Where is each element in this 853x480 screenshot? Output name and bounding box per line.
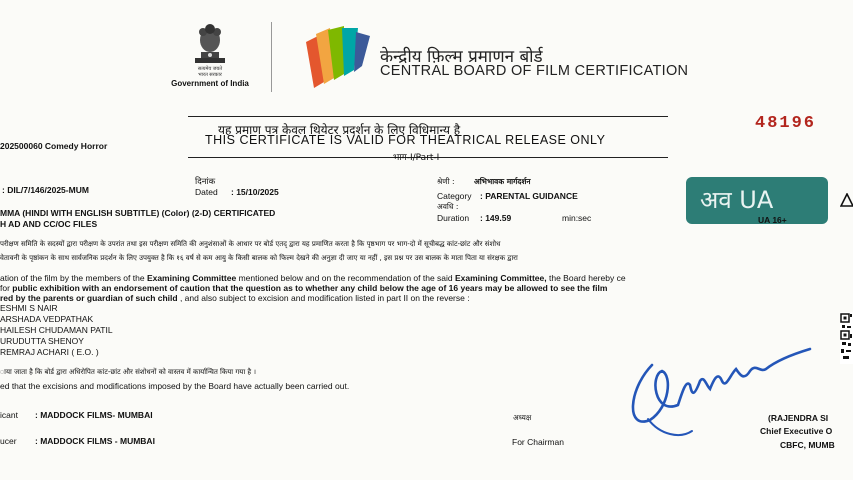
duration-hindi-label: अवधि : — [437, 202, 459, 211]
board-name-hindi: केन्द्रीय फ़िल्म प्रमाणन बोर्ड — [380, 47, 543, 67]
duration-unit: min:sec — [562, 213, 592, 223]
government-label: Government of India — [171, 79, 249, 88]
english-verification: ed that the excisions and modifications imposed by the Board have actually been carried out. — [0, 381, 350, 391]
duration-label: Duration — [437, 213, 470, 223]
committee-member: URUDUTTA SHENOY — [0, 336, 84, 346]
english-para-line-1: ation of the film by the members of the Examining Committee mentioned below and on the recommendation of the said Examining Committee, the Board hereby ce — [0, 273, 626, 283]
national-emblem — [165, 22, 255, 94]
committee-member: ESHMI S NAIR — [0, 303, 58, 313]
validity-hindi: यह प्रमाण पत्र केवल थियेटर प्रदर्शन के लिए विधिमान्य है — [218, 123, 461, 137]
date-label: Dated — [195, 187, 218, 197]
producer-label: ucer — [0, 436, 17, 446]
emblem-caption: भारत सरकार — [198, 72, 222, 78]
officer-office: CBFC, MUMB — [780, 440, 835, 450]
category-label: Category — [437, 191, 472, 201]
for-chairman: For Chairman — [512, 437, 564, 447]
category-hindi-value: अभिभावक मार्गदर्शन — [474, 177, 531, 186]
emblem-motto: सत्यमेव जयते — [197, 66, 223, 72]
file-line: 202500060 Comedy Horror — [0, 141, 108, 151]
committee-member: HAILESH CHUDAMAN PATIL — [0, 325, 113, 335]
warning-triangle-icon — [840, 193, 853, 207]
film-format-line: H AD AND CC/OC FILES — [0, 219, 98, 229]
committee-member: ARSHADA VEDPATHAK — [0, 314, 94, 324]
chairman-hindi: अध्यक्ष — [513, 413, 532, 422]
officer-name: (RAJENDRA SI — [768, 413, 829, 423]
qr-code — [840, 312, 853, 364]
english-para-line-2: for public exhibition with an endorsement of caution that the question as to whether any child below the age of 16 years may be allowed to see the film — [0, 283, 608, 293]
part-label: भाग-I/Part-I — [393, 153, 440, 163]
certificate-number: 48196 — [755, 114, 817, 133]
category-hindi-label: श्रेणी : — [437, 177, 455, 186]
rating-sub: UA 16+ — [758, 215, 787, 225]
date-value: : 15/10/2025 — [231, 187, 279, 197]
date-hindi-label: दिनांक — [195, 177, 216, 187]
ashoka-emblem-icon — [193, 22, 227, 64]
hindi-certification-para-1: परीक्षण समिति के सदस्यों द्वारा परीक्षण के उपरांत तथा इस परीक्षण समिति की अनुशंसाओं के आधार पर बोर्ड एतद् द्वारा यह प्रमाणित करता है कि पृष्ठभाग पर भाग-दो में सूचीबद्ध कांट-छांट और संशोध — [0, 240, 501, 248]
applicant-label: icant — [0, 410, 18, 420]
duration-value: : 149.59 — [480, 213, 512, 223]
english-para-line-3: red by the parents or guardian of such child , and also subject to excision and modification listed in part II on the reverse : — [0, 293, 470, 303]
hindi-verification: ाया जाता है कि बोर्ड द्वारा अधिरोपित कांट-छांट और संशोधनों को वास्तव में कार्यान्वित किया गया है । — [0, 368, 256, 376]
cbfc-logo-icon — [300, 22, 372, 92]
category-value: : PARENTAL GUIDANCE — [480, 191, 578, 201]
producer-value: : MADDOCK FILMS - MUMBAI — [35, 436, 155, 446]
film-title-line: MMA (HINDI WITH ENGLISH SUBTITLE) (Color) (2-D) CERTIFICATED — [0, 208, 276, 218]
order-number: : DIL/7/146/2025-MUM — [2, 185, 89, 195]
board-name-english: CENTRAL BOARD OF FILM CERTIFICATION — [380, 63, 689, 79]
rating-badge-text: अव UA — [700, 186, 774, 214]
header-divider — [271, 22, 272, 92]
hindi-certification-para-2: वेतावनी के पृष्ठांकन के साथ सार्वजनिक प्रदर्शन के लिए उपयुक्त है कि १६ वर्ष से कम आयु के किसी बालक को फिल्म देखने की अनुज्ञा दी जाए या नहीं , इस प्रश्न पर उस बालक के माता पिता या संरक्षक द्वारा — [0, 254, 518, 262]
validity-english: THIS CERTIFICATE IS VALID FOR THEATRICAL RELEASE ONLY — [205, 133, 606, 147]
committee-member: REMRAJ ACHARI ( E.O. ) — [0, 347, 99, 357]
officer-designation: Chief Executive O — [760, 426, 833, 436]
applicant-value: : MADDOCK FILMS- MUMBAI — [35, 410, 153, 420]
